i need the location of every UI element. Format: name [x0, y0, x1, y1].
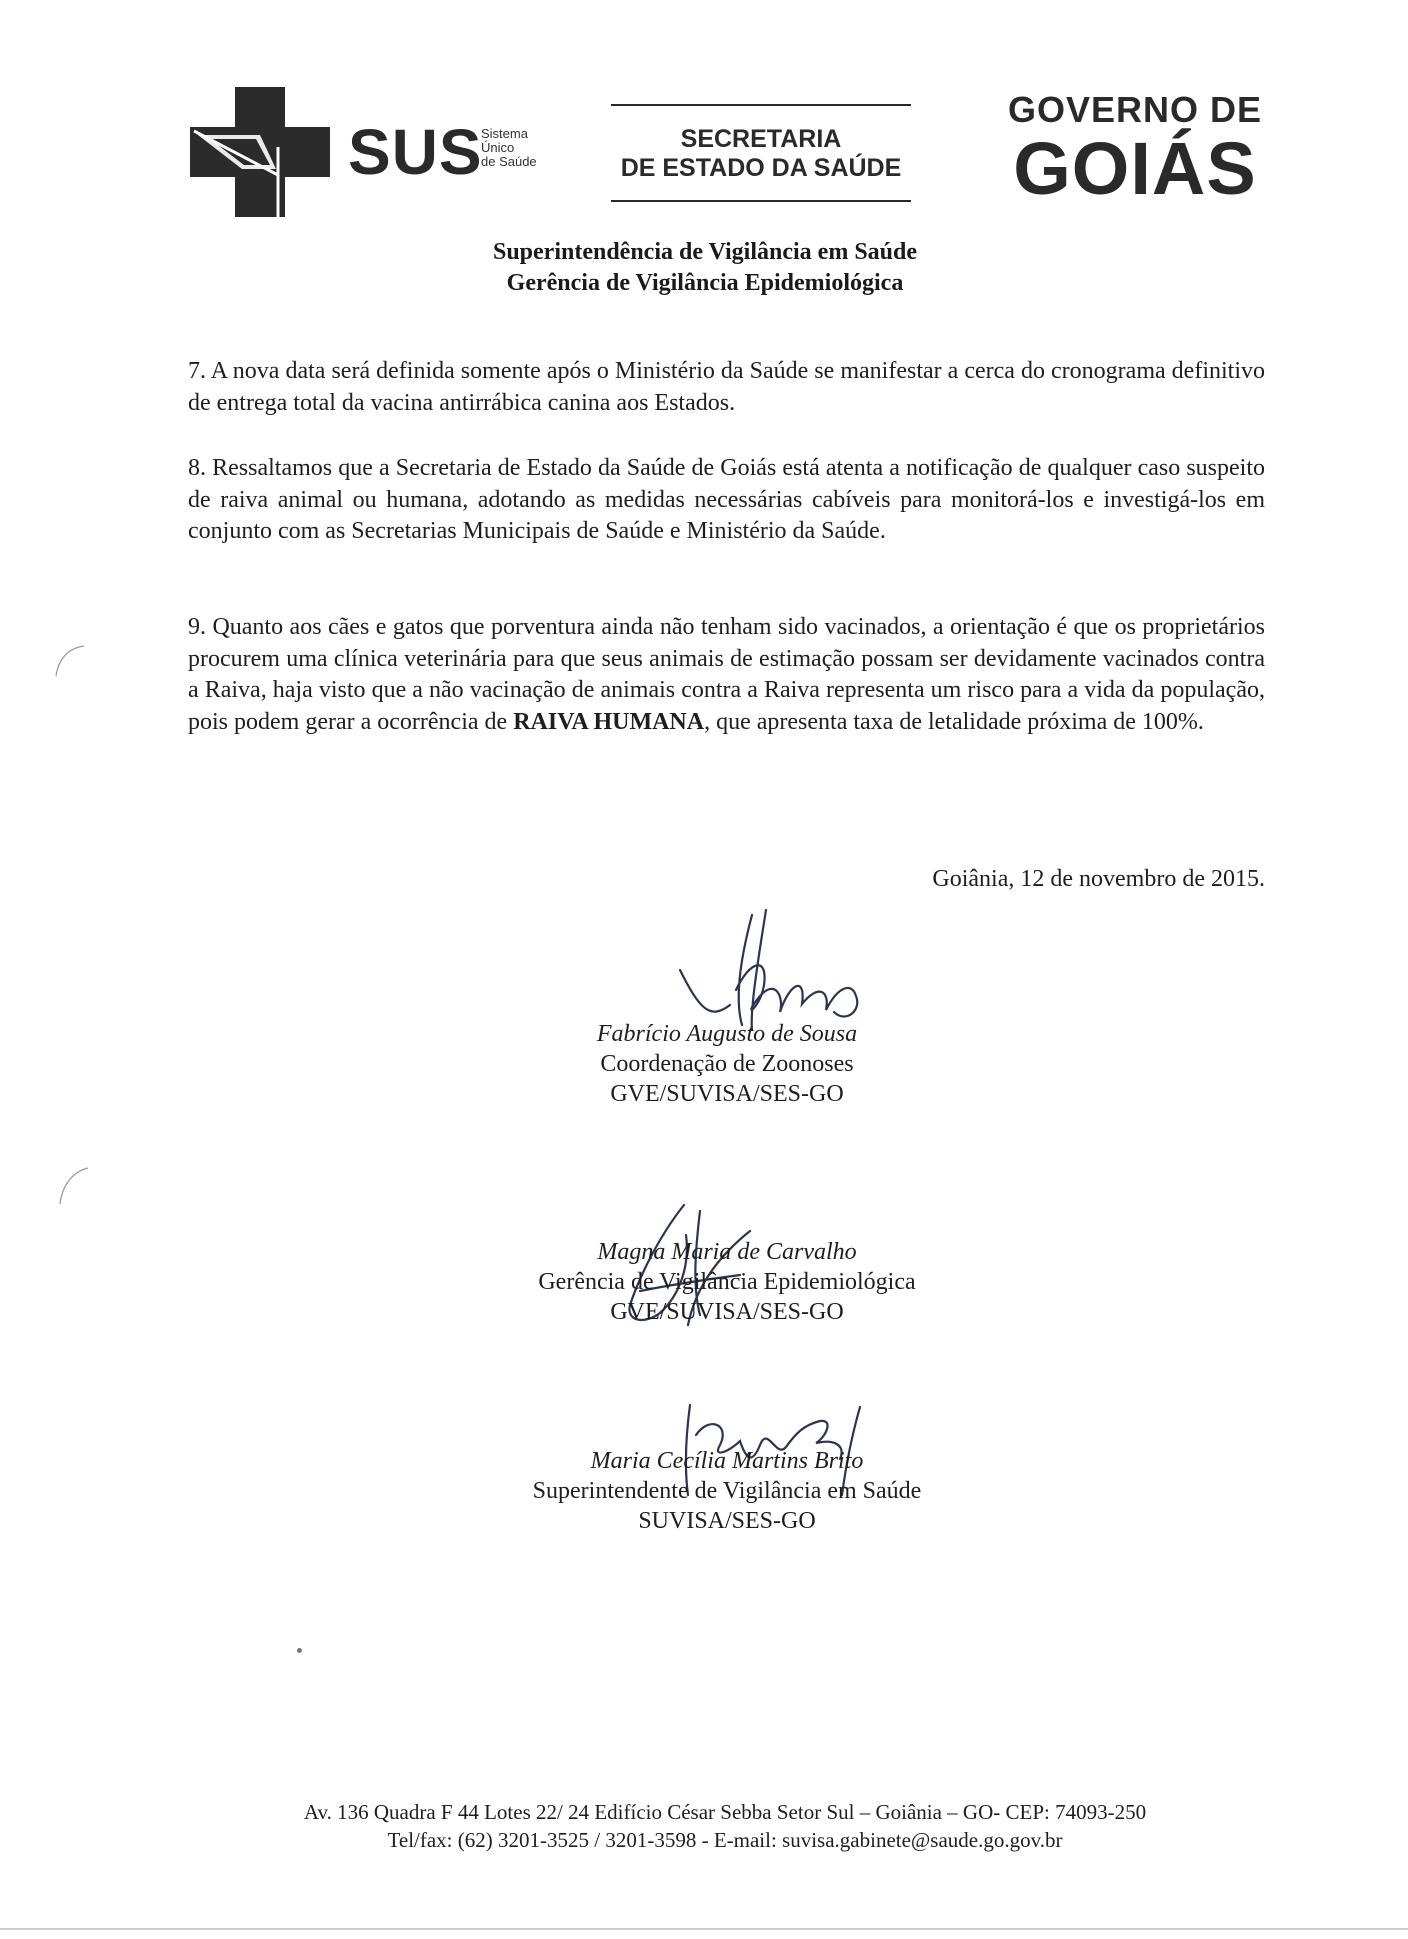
signatory-role: Gerência de Vigilância Epidemiológica: [538, 1269, 916, 1295]
footer: [200, 1798, 1250, 1854]
scan-dot: [297, 1648, 302, 1653]
signatory-name: Maria Cecília Martins Brito: [590, 1448, 864, 1474]
bottom-border-line: [0, 1928, 1408, 1930]
signatory-unit: SUVISA/SES-GO: [638, 1508, 816, 1534]
raiva-humana-emphasis: RAIVA HUMANA: [513, 708, 705, 735]
signature-block-2: [427, 1237, 1027, 1327]
governo-goias-logo: GOVERNO DE GOIÁS: [1007, 89, 1263, 210]
secretaria-header: [611, 104, 911, 204]
footer-contact: Tel/fax: (62) 3201-3525 / 3201-3598 - E-mail: suvisa.gabinete@saude.go.gov.br: [387, 1828, 1063, 1852]
top-rule: [611, 104, 911, 106]
signatory-name: Fabrício Augusto de Sousa: [596, 1021, 858, 1047]
paragraph-7: 7. A nova data será definida somente após o Ministério da Saúde se manifestar a cerca do cronograma definitivo de entrega total da vacina antirrábica canina aos Estados.: [188, 358, 1265, 416]
department-heading: Superintendência de Vigilância em Saúde Gerência de Vigilância Epidemiológica: [492, 239, 918, 296]
sus-logo: [190, 87, 570, 217]
paragraph-9: 9. Quanto aos cães e gatos que porventura ainda não tenham sido vacinados, a orientação é que os proprietários procurem uma clínica veterinária para que seus animais de estimação possam ser devidamente vacinados contra a Raiva, haja visto que a não vacinação de animais contra a Raiva representa um risco para a vida da população, pois podem gerar a ocorrência de RAIVA HUMANA, que apresenta taxa de letalidade próxima de 100%.: [188, 614, 1265, 735]
scan-mark: [54, 1160, 94, 1210]
sus-wordmark: SUS: [348, 116, 483, 188]
footer-address: Av. 136 Quadra F 44 Lotes 22/ 24 Edifício César Sebba Setor Sul – Goiânia – GO- CEP: 74093-250: [303, 1800, 1147, 1824]
signatory-unit: GVE/SUVISA/SES-GO: [610, 1299, 844, 1325]
signature-block-1: [427, 1019, 1027, 1109]
signatory-unit: GVE/SUVISA/SES-GO: [610, 1081, 844, 1107]
signature-block-3: [427, 1446, 1027, 1536]
signatory-role: Coordenação de Zoonoses: [600, 1051, 854, 1077]
sus-cross-icon: [190, 87, 330, 217]
paragraph-8: 8. Ressaltamos que a Secretaria de Estado da Saúde de Goiás está atenta a notificação de qualquer caso suspeito de raiva animal ou humana, adotando as medidas necessárias cabíveis para monitorá-los e investigá-los em conjunto com as Secretarias Municipais de Saúde e Ministério da Saúde.: [188, 455, 1265, 545]
date-line: Goiânia, 12 de novembro de 2015.: [932, 866, 1265, 892]
sus-subtitle: Sistema Único de Saúde: [481, 126, 537, 169]
scan-mark: [50, 640, 90, 680]
signatory-role: Superintendente de Vigilância em Saúde: [532, 1478, 922, 1504]
bottom-rule: [611, 200, 911, 202]
secretaria-title: SECRETARIA DE ESTADO DA SAÚDE: [620, 125, 902, 182]
signatory-name: Magna Maria de Carvalho: [597, 1239, 857, 1265]
